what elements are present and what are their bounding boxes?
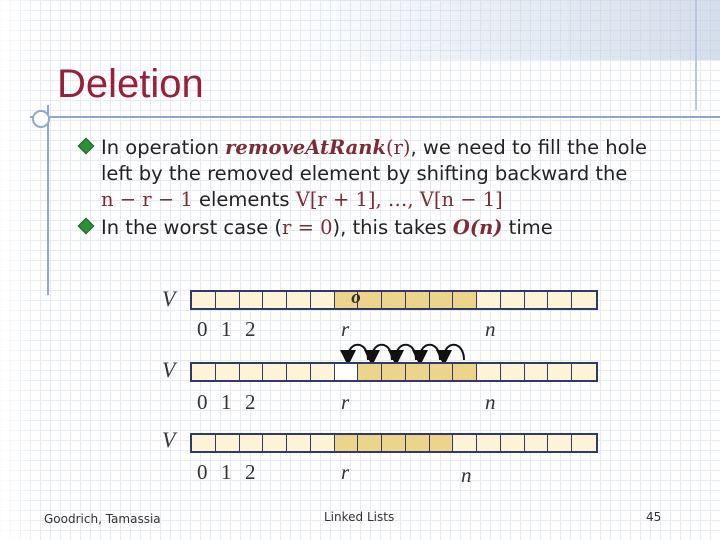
array-cell — [263, 435, 287, 451]
worst-case-condition: r = 0 — [282, 216, 333, 239]
size-label: n — [485, 390, 496, 414]
array-cell — [216, 292, 240, 308]
array-cell — [406, 292, 430, 308]
array-cell — [263, 364, 287, 380]
array-label-1: V — [162, 286, 176, 311]
array-cell — [572, 435, 596, 451]
shift-arrow — [396, 345, 416, 360]
index-label-0: 0 — [197, 460, 208, 484]
array-cell — [216, 364, 240, 380]
array-cell — [477, 292, 501, 308]
array-cell — [382, 364, 406, 380]
footer-topic: Linked Lists — [324, 510, 395, 524]
index-label-1: 1 — [221, 460, 232, 484]
array-cell — [525, 435, 549, 451]
complexity-expression: O(n) — [452, 216, 503, 239]
array-cell — [311, 435, 335, 451]
shifted-range-expression: V[r + 1], …, V[n − 1] — [295, 188, 503, 211]
array-label-3: V — [162, 427, 176, 452]
shift-arrows — [330, 330, 470, 366]
array-cell — [287, 435, 311, 451]
array-cell — [406, 364, 430, 380]
array-cell — [501, 364, 525, 380]
bullet-item-1 — [80, 135, 690, 213]
array-cell — [477, 435, 501, 451]
right-guide-line — [695, 0, 697, 110]
title-circle-ornament — [32, 110, 50, 128]
index-label-1: 1 — [221, 317, 232, 341]
left-guide-line — [47, 105, 49, 295]
index-label-0: 0 — [197, 317, 208, 341]
array-cell — [358, 435, 382, 451]
array-cell — [501, 292, 525, 308]
array-cell — [525, 364, 549, 380]
bullet-list — [80, 135, 690, 243]
array-cell — [572, 364, 596, 380]
array-cell — [192, 435, 216, 451]
method-name: removeAtRank — [225, 136, 386, 159]
shift-count-expression: n − r − 1 — [101, 188, 193, 211]
array-cell — [453, 435, 477, 451]
array-cell — [311, 292, 335, 308]
array-cell-hole — [335, 364, 359, 380]
bullet-2-suffix: time — [502, 216, 553, 239]
diamond-bullet-icon — [79, 219, 93, 233]
array-cell — [192, 292, 216, 308]
diamond-bullet-icon — [79, 139, 93, 153]
index-label-0: 0 — [197, 390, 208, 414]
bullet-2-mid: ), this takes — [332, 216, 453, 239]
array-cell — [501, 435, 525, 451]
array-cell — [453, 292, 477, 308]
footer-authors: Goodrich, Tamassia — [44, 512, 161, 526]
rank-label: r — [341, 460, 350, 484]
bullet-1-prefix: In operation — [101, 136, 226, 159]
shift-arrow — [420, 345, 440, 360]
slide-title: Deletion — [57, 62, 204, 106]
index-label-2: 2 — [245, 390, 256, 414]
page-number: 45 — [646, 510, 662, 524]
array-cell — [548, 292, 572, 308]
array-cell — [311, 364, 335, 380]
array-with-hole — [190, 362, 598, 382]
array-cell — [382, 292, 406, 308]
bullet-item-2 — [80, 215, 690, 241]
shift-arrow — [444, 345, 464, 360]
array-cell — [382, 435, 406, 451]
array-after-shift — [190, 433, 598, 453]
array-cell — [548, 364, 572, 380]
shift-arrow — [372, 345, 392, 360]
index-label-2: 2 — [245, 460, 256, 484]
array-cell — [453, 364, 477, 380]
array-cell — [287, 364, 311, 380]
array-cell — [548, 435, 572, 451]
size-label: n — [461, 463, 472, 487]
bullet-1-line-3-mid: elements — [192, 188, 296, 211]
array-cell — [430, 364, 454, 380]
array-cell — [192, 364, 216, 380]
array-cell — [430, 292, 454, 308]
array-cell — [406, 435, 430, 451]
rank-label: r — [341, 317, 350, 341]
removed-element-label: o — [351, 287, 361, 308]
array-before-removal — [190, 290, 598, 310]
array-cell — [240, 435, 264, 451]
title-underline — [30, 116, 720, 118]
array-cell — [263, 292, 287, 308]
array-cell — [240, 364, 264, 380]
array-cell — [216, 435, 240, 451]
array-cell — [287, 292, 311, 308]
bullet-1-suffix: , we need to fill the hole — [410, 136, 647, 159]
bullet-1-line-2: left by the removed element by shifting backward the — [101, 162, 628, 185]
index-label-2: 2 — [245, 317, 256, 341]
array-cell — [335, 435, 359, 451]
array-cell — [240, 292, 264, 308]
method-args: (r) — [385, 136, 411, 159]
bullet-2-prefix: In the worst case ( — [101, 216, 283, 239]
array-cell — [477, 364, 501, 380]
index-label-1: 1 — [221, 390, 232, 414]
corner-decoration — [260, 0, 720, 60]
array-cell — [358, 364, 382, 380]
size-label: n — [485, 317, 496, 341]
shift-arrow — [348, 345, 368, 360]
array-cell — [430, 435, 454, 451]
array-cell — [572, 292, 596, 308]
array-label-2: V — [162, 357, 176, 382]
rank-label: r — [341, 390, 350, 414]
array-cell — [525, 292, 549, 308]
left-fade-decoration — [0, 0, 40, 540]
